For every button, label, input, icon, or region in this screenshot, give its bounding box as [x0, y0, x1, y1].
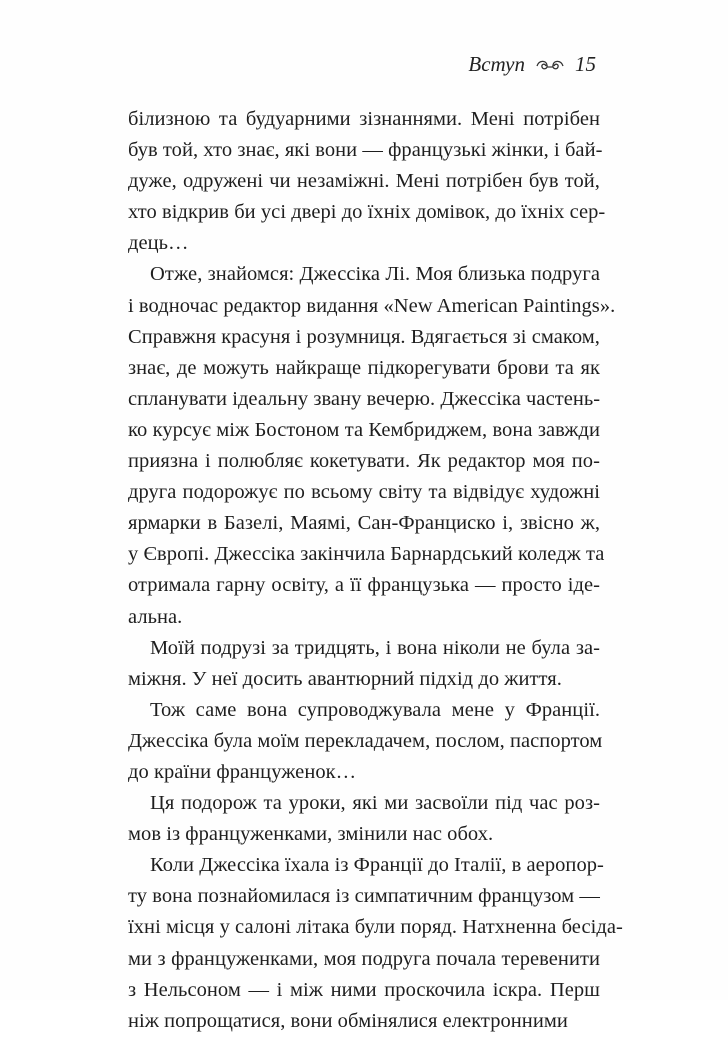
text-line: ярмарки в Базелі, Маямі, Сан-Франциско і, звісно ж, [128, 512, 600, 535]
running-head [468, 52, 596, 77]
text-line: хто відкрив би усі двері до їхніх домівок, до їхніх сер- [128, 201, 606, 224]
text-line: отримала гарну освіту, а її французька — просто іде- [128, 574, 600, 597]
text-line: спланувати ідеальну звану вечерю. Джессіка частень- [128, 387, 601, 410]
paragraph [128, 104, 606, 259]
text-line: Моїй подрузі за тридцять, і вона ніколи не була за- [150, 636, 600, 659]
paragraph [128, 259, 616, 632]
text-line: Тож саме вона супроводжувала мене у Франції. [150, 698, 600, 721]
text-line: у Європі. Джессіка закінчила Барнардський коледж та [128, 543, 605, 566]
text-line: міжня. У неї досить авантюрний підхід до життя. [128, 667, 562, 690]
text-line: Джессіка була моїм перекладачем, послом, паспортом [128, 729, 603, 752]
page-number: 15 [575, 52, 596, 76]
text-line: і водночас редактор видання «New American Paintings». [128, 294, 616, 317]
text-line: Справжня красуня і розумниця. Вдягається зі смаком, [128, 325, 600, 348]
text-line: мов із француженками, змінили нас обох. [128, 823, 494, 846]
text-line: Отже, знайомся: Джессіка Лі. Моя близька подруга [150, 263, 600, 286]
text-line: ко курсує між Бостоном та Кембриджем, вона завжди [128, 418, 600, 441]
paragraph [128, 788, 600, 850]
scroll-flourish-icon [535, 57, 565, 73]
text-line: друга подорожує по всьому світу та відвідує художні [128, 481, 600, 504]
text-line: альна. [128, 605, 183, 628]
text-line: ми з француженками, моя подруга почала теревенити [128, 947, 600, 970]
text-line: до країни француженок… [128, 760, 357, 783]
text-line: знає, де можуть найкраще підкорегувати брови та як [128, 356, 600, 379]
text-line: білизною та будуарними зізнаннями. Мені потрібен [128, 108, 600, 130]
text-line: дець… [128, 232, 189, 255]
text-line: був той, хто знає, які вони — французькі жінки, і бай- [128, 139, 603, 162]
text-line: приязна і полюбляє кокетувати. Як редактор моя по- [128, 450, 600, 473]
paragraph [128, 695, 603, 788]
chapter-title: Вступ [468, 52, 525, 76]
paragraph [128, 633, 600, 695]
body-text [128, 104, 623, 1037]
text-line: ту вона познайомилася із симпатичним французом — [128, 885, 600, 908]
text-line: дуже, одружені чи незаміжні. Мені потрібен був той, [128, 170, 600, 193]
text-line: Коли Джессіка їхала із Франції до Італії, в аеропор- [150, 854, 604, 877]
text-line: ніж попрощатися, вони обмінялися електронними [128, 1009, 568, 1032]
paragraph [128, 850, 623, 1037]
text-line: Ця подорож та уроки, які ми засвоїли під час роз- [150, 792, 600, 815]
text-line: їхні місця у салоні літака були поряд. Натхненна бесіда- [128, 916, 623, 939]
text-line: з Нельсоном — і між ними проскочила іскра. Перш [128, 978, 600, 1001]
